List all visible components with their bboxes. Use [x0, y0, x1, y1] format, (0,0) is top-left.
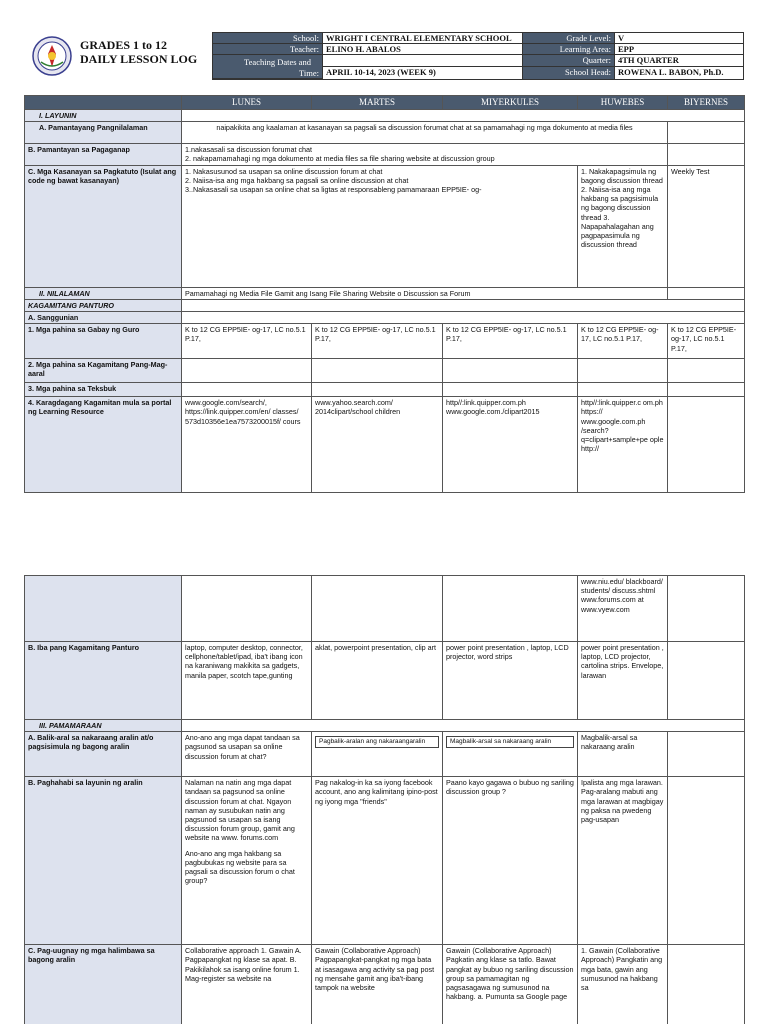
day-biyernes: BIYERNES	[668, 96, 745, 110]
school-label: School:	[213, 33, 323, 44]
teacher-label: Teacher:	[213, 44, 323, 55]
lesson-table-part-2	[24, 575, 745, 1024]
quarter-label: Quarter:	[523, 55, 615, 67]
day-huwebes: HUWEBES	[578, 96, 668, 110]
corner-cell	[25, 96, 182, 110]
teksbuk-label: 3. Mga pahina sa Teksbuk	[25, 383, 182, 397]
pamantayang-pangnilalaman-label: A. Pamantayang Pangnilalaman	[25, 122, 182, 144]
kasanayan-text: 1. Nakasusunod sa usapan sa online discussion forum at chat 2. Naiisa-isa ang mga hakbang sa pagsali sa online discussion at chat 3..Nakasasali sa usapan sa online chat sa ligtas at responsableng pamamaraan EPP5IE- og-	[182, 165, 578, 287]
day-lunes: LUNES	[182, 96, 312, 110]
kasanayan-label: C. Mga Kasanayan sa Pagkatuto (Isulat ang code ng bawat kasanayan)	[25, 165, 182, 287]
table-row: A. Balik-aral sa nakaraang aralin at/o pagsisimula ng bagong aralin Ano-ano ang mga dapat tandaan sa pagsunod sa usapan sa online discussion forum at chat? Pagbalik-aralan ang nakaraangaralin Magbalik-arsal sa nakaraang aralin Magbalik-arsal sa nakaraang aralin	[25, 732, 745, 777]
dates-blank	[323, 55, 523, 67]
gabay-guro-label: 1. Mga pahina sa Gabay ng Guro	[25, 324, 182, 359]
paghahabi-label: B. Paghahabi sa layunin ng aralin	[25, 777, 182, 945]
dates-value: APRIL 10-14, 2023 (WEEK 9)	[323, 67, 523, 79]
balik-aral-box-miyerkules: Magbalik-arsal sa nakaraang aralin	[446, 736, 574, 748]
day-miyerkules: MIYERKULES	[443, 96, 578, 110]
head-label: School Head:	[523, 67, 615, 79]
nilalaman-text: Pamamahagi ng Media File Gamit ang Isang File Sharing Website o Discussion sa Forum	[182, 287, 668, 299]
lesson-table-part-1	[24, 95, 745, 493]
pamantayan-pagganap-text: 1.nakasasali sa discussion forumat chat 2. nakapamamahagi ng mga dokumento at media files sa file sharing website at discussion group	[182, 144, 668, 165]
area-label: Learning Area:	[523, 44, 615, 55]
teacher-value: ELINO H. ABALOS	[323, 44, 523, 55]
table-row	[25, 165, 745, 287]
table-row	[25, 312, 745, 324]
table-row: 4. Karagdagang Kagamitan mula sa portal ng Learning Resource www.google.com/search/, https://link.quipper.com/en/ classes/ 573d10356e1ea7573200015f/ cours www.yahoo.search.com/ 2014clipart/school children http//:link.quipper.com.ph www.google.com./clipart2015 http//:link.quipper.c om.ph https:// www.google.com.ph /search? q=clipart+sample+pe ople http://	[25, 397, 745, 493]
learning-resource-continued: www.niu.edu/ blackboard/ students/ discuss.shtml www.forums.com at www.vyew.com	[578, 576, 668, 642]
grade-label: Grade Level:	[523, 33, 615, 44]
table-row	[25, 720, 745, 732]
lesson-log-header	[24, 32, 744, 80]
pamantayan-pagganap-label: B. Pamantayan sa Pagaganap	[25, 144, 182, 165]
iba-pang-kagamitan-label: B. Iba pang Kagamitang Panturo	[25, 642, 182, 720]
title-line-1: GRADES 1 to 12	[80, 38, 168, 52]
table-row	[25, 144, 745, 165]
balik-aral-label: A. Balik-aral sa nakaraang aralin at/o pagsisimula ng bagong aralin	[25, 732, 182, 777]
learning-resource-label: 4. Karagdagang Kagamitan mula sa portal ng Learning Resource	[25, 397, 182, 493]
table-row: 1. Mga pahina sa Gabay ng Guro K to 12 CG EPP5IE- og-17, LC no.5.1 P.17, K to 12 CG EPP5IE- og-17, LC no.5.1 P.17, K to 12 CG EPP5IE- og-17, LC no.5.1 P.17, K to 12 CG EPP5IE- og-17, LC no.5.1 P.17, K to 12 CG EPP5IE- og-17, LC no.5.1 P.17,	[25, 324, 745, 359]
table-row	[25, 110, 745, 122]
section-kagamitang-panturo: KAGAMITANG PANTURO	[25, 299, 182, 311]
pag-uugnay-label: C. Pag-uugnay ng mga halimbawa sa bagong aralin	[25, 945, 182, 1024]
table-row	[25, 122, 745, 144]
section-nilalaman: II. NILALAMAN	[25, 287, 182, 299]
table-row	[25, 287, 745, 299]
table-row	[25, 383, 745, 397]
pamantayang-pangnilalaman-text: naipakikita ang kaalaman at kasanayan sa pagsali sa discussion forumat chat at sa pamamahagi ng mga dokumento at media files	[182, 122, 668, 144]
table-row	[25, 299, 745, 311]
deped-seal-icon	[32, 36, 72, 76]
table-row: B. Iba pang Kagamitang Panturo laptop, computer desktop, connector, cellphone/tablet/ipad, iba't ibang icon na karaniwang makikita sa gadgets, manila paper, scotch tape,gunting aklat, powerpoint presentation, clip art power point presentation , laptop, LCD projector, word strips power point presentation , laptop, LCD projector, cartolina strips. Envelope, larawan	[25, 642, 745, 720]
grade-value: V	[615, 33, 743, 44]
section-layunin: I. LAYUNIN	[25, 110, 182, 122]
section-pamamaraan: III. PAMAMARAAN	[25, 720, 182, 732]
table-row	[25, 576, 745, 642]
kagamitang-mag-aaral-label: 2. Mga pahina sa Kagamitang Pang-Mag-aaral	[25, 359, 182, 383]
balik-aral-box-martes: Pagbalik-aralan ang nakaraangaralin	[315, 736, 439, 748]
table-row: B. Paghahabi sa layunin ng aralin Nalaman na natin ang mga dapat tandaan sa pagsunod sa online discussion forum at chat. Ngayon naman ay susubukan natin ang pagsunod sa usapan sa isang discussion forum group, gamit ang website na www. forums.com Ano-ano ang mga hakbang sa pagbubukas ng website para sa pagsali sa discussion forum o chat group? Pag nakalog-in ka sa iyong facebook account, ano ang kalimitang ipino-post ng iyong mga "friends" Paano kayo gagawa o bubuo ng sariling discussion group ? Ipalista ang mga larawan. Pag-aralang mabuti ang mga larawan at magbigay ng paksa na pwedeng pag-usapan	[25, 777, 745, 945]
kasanayan-huwebes: 1. Nakakapagsimula ng bagong discussion thread 2. Naiisa-isa ang mga hakbang sa pagsisimula ng bagong discussion thread 3. Napapahalagahan ang pagpapasimula ng discussion thread	[578, 165, 668, 287]
day-martes: MARTES	[312, 96, 443, 110]
school-value: WRIGHT I CENTRAL ELEMENTARY SCHOOL	[323, 33, 523, 44]
page-title	[80, 38, 197, 66]
table-row: C. Pag-uugnay ng mga halimbawa sa bagong aralin Collaborative approach 1. Gawain A. Pagpapangkat ng klase sa apat. B. Pakikilahok sa isang online forum 1. Mag-register sa website na Gawain (Collaborative Approach) Pagpapangkat-pangkat ng mga bata at isasagawa ang activity sa pag post ng mensahe gamit ang iba't-ibang tampok na website Gawain (Collaborative Approach) Pagkatin ang klase sa tatlo. Bawat pangkat ay bubuo ng sariling discussion group sa pamamagitan ng pagsasagawa ng sumusunod na hakbang. a. Pumunta sa Google page 1. Gawain (Collaborative Approach) Pangkatin ang mga bata, gawin ang sumusunod na hakbang sa	[25, 945, 745, 1024]
area-value: EPP	[615, 44, 743, 55]
quarter-value: 4TH QUARTER	[615, 55, 743, 67]
title-line-2: DAILY LESSON LOG	[80, 52, 198, 66]
dates-label: Teaching Dates and Time:	[213, 55, 323, 79]
sanggunian-label: A. Sanggunian	[25, 312, 182, 324]
header-info-grid	[212, 32, 744, 80]
table-row	[25, 359, 745, 383]
head-value: ROWENA L. BABON, Ph.D.	[618, 67, 724, 77]
weekly-test: Weekly Test	[668, 165, 745, 287]
day-header-row	[25, 96, 745, 110]
